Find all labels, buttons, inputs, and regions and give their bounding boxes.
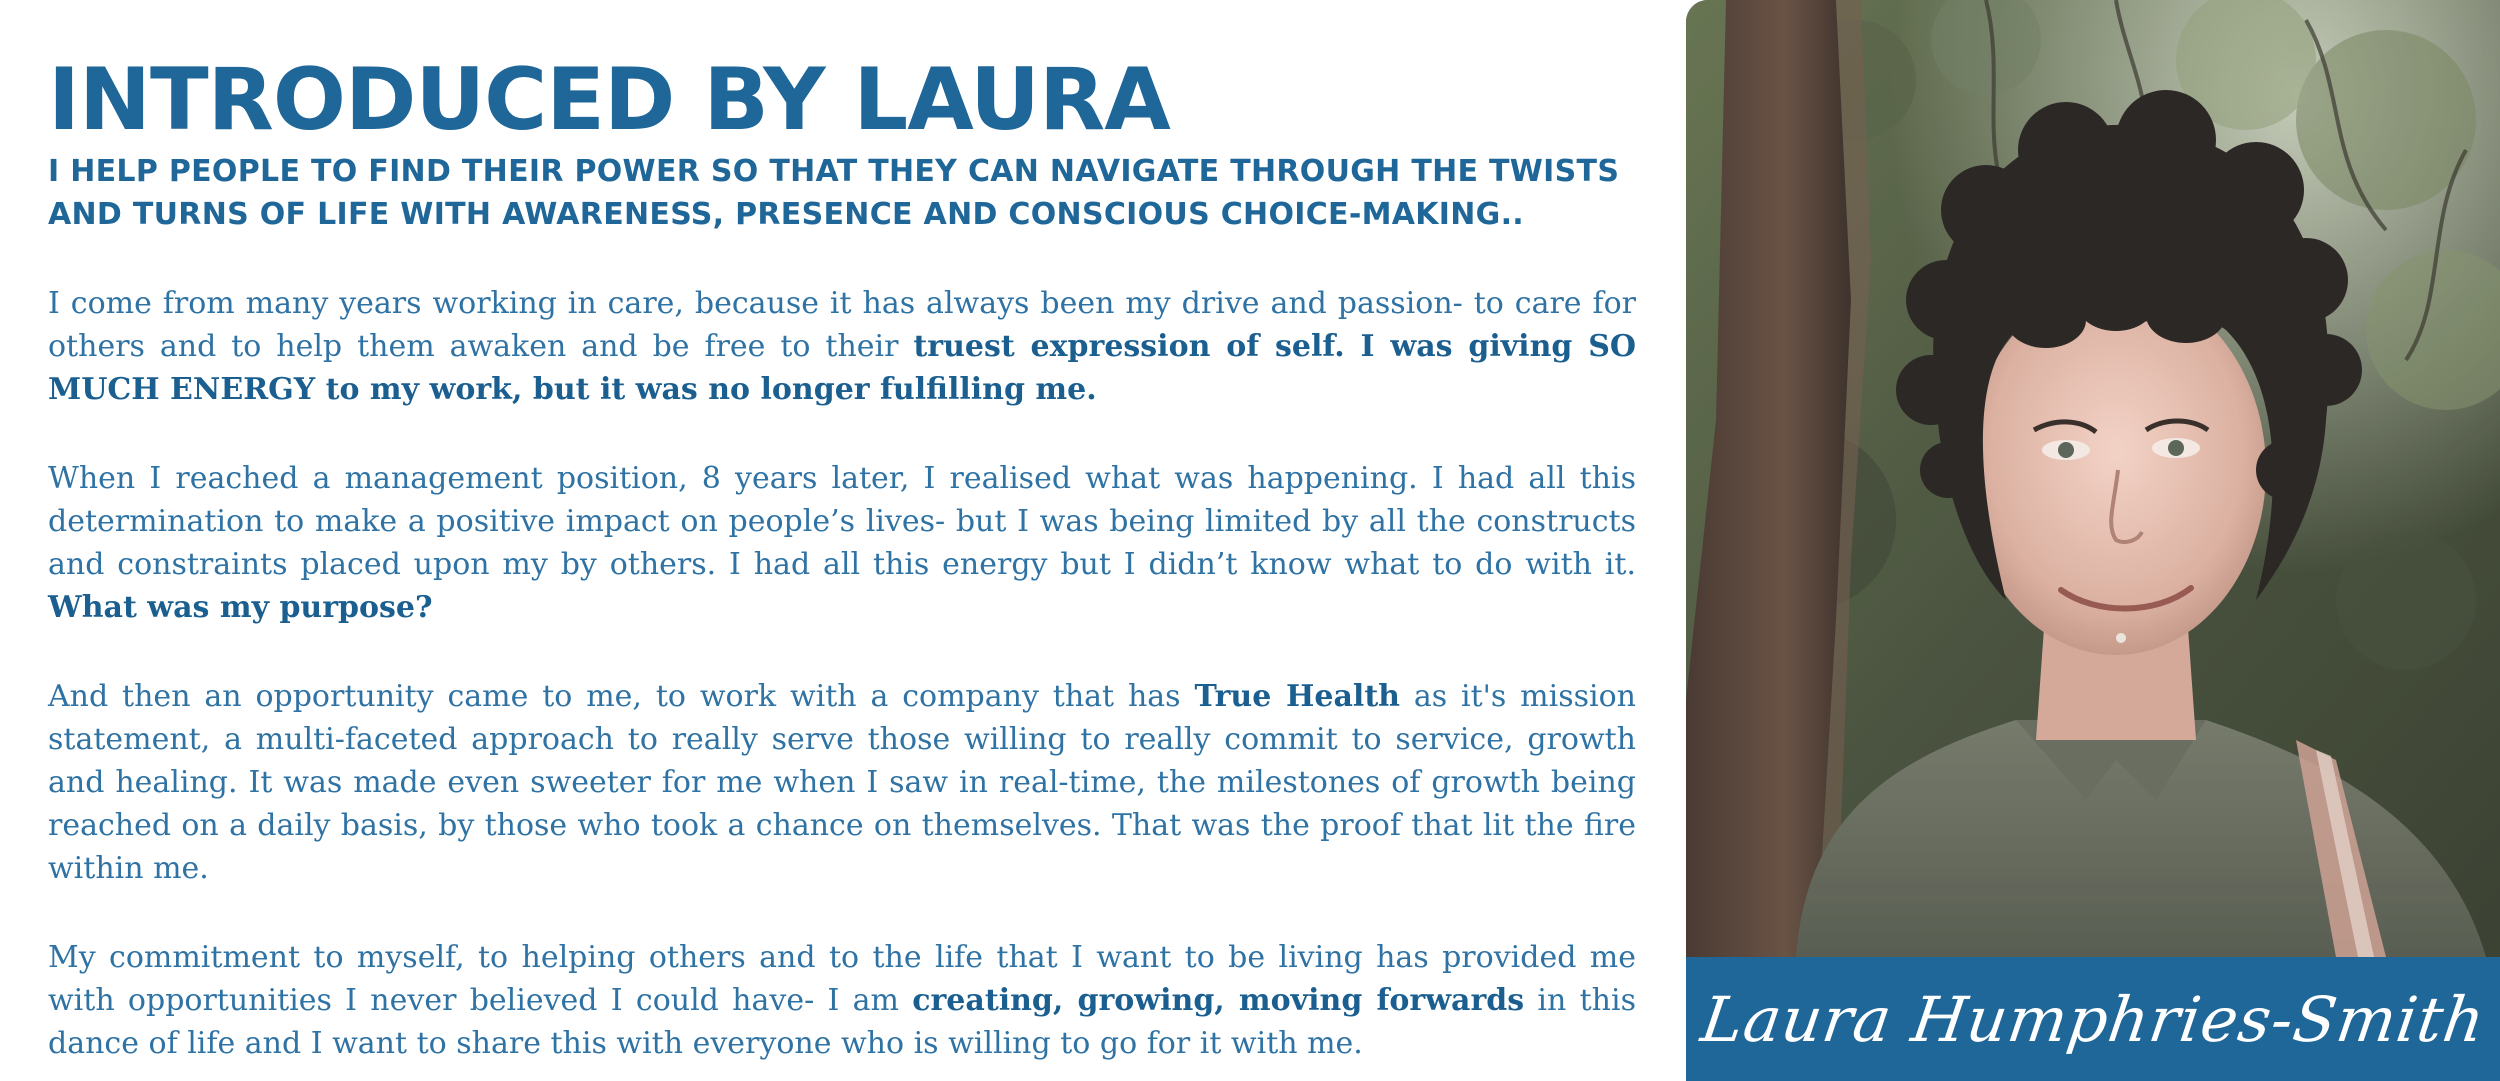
paragraph-3-bold: True Health [1194, 679, 1400, 715]
portrait-photo [1686, 0, 2500, 957]
paragraph-3-text-end: as it's mission statement, a multi-faceted approach to really serve those willing to really commit to service, growth and healing. It was made even sweeter for me when I saw in real-time, the milestones of growth being reached on a daily basis, by those who took a chance on themselves. That was the proof that lit the fire within me. [48, 679, 1636, 887]
paragraph-4-text-start: My commitment to myself, to helping others and to the life that I want to be living has provided me with opportunities I never believed I could have- I am [48, 940, 1636, 1019]
portrait-illustration [1686, 0, 2500, 957]
paragraph-3 [48, 675, 1636, 890]
paragraph-4-bold: creating, growing, moving forwards [912, 983, 1525, 1019]
paragraph-1-text: I come from many years working in care, because it has always been my drive and passion- to care for others and to help them awaken and be free to their [48, 286, 1636, 365]
paragraph-1-bold: truest expression of self. I was giving SO MUCH ENERGY to my work, but it was no longer fulfilling me. [48, 329, 1636, 408]
text-column [48, 52, 1636, 1065]
name-banner [1686, 957, 2500, 1081]
paragraph-2-text: When I reached a management position, 8 years later, I realised what was happening. I had all this determination to make a positive impact on people’s lives- but I was being limited by all the constructs and constraints placed upon my by others. I had all this energy but I didn’t know what to do with it. [48, 461, 1636, 583]
signature-name: Laura Humphries-Smith [1696, 982, 2490, 1056]
paragraph-2-bold: What was my purpose? [48, 590, 433, 626]
paragraph-2 [48, 457, 1636, 629]
page-title: INTRODUCED BY LAURA [48, 50, 1170, 150]
paragraph-4 [48, 936, 1636, 1065]
paragraph-3-text-start: And then an opportunity came to me, to work with a company that has [48, 679, 1195, 715]
page-subtitle: I HELP PEOPLE TO FIND THEIR POWER SO THAT THEY CAN NAVIGATE THROUGH THE TWISTS AND TURNS OF LIFE WITH AWARENESS, PRESENCE AND CONSCIOUS CHOICE-MAKING.. [48, 154, 1620, 233]
paragraph-4-text-end: in this dance of life and I want to share this with everyone who is willing to go for it with me. [48, 983, 1636, 1062]
paragraph-1 [48, 282, 1636, 411]
